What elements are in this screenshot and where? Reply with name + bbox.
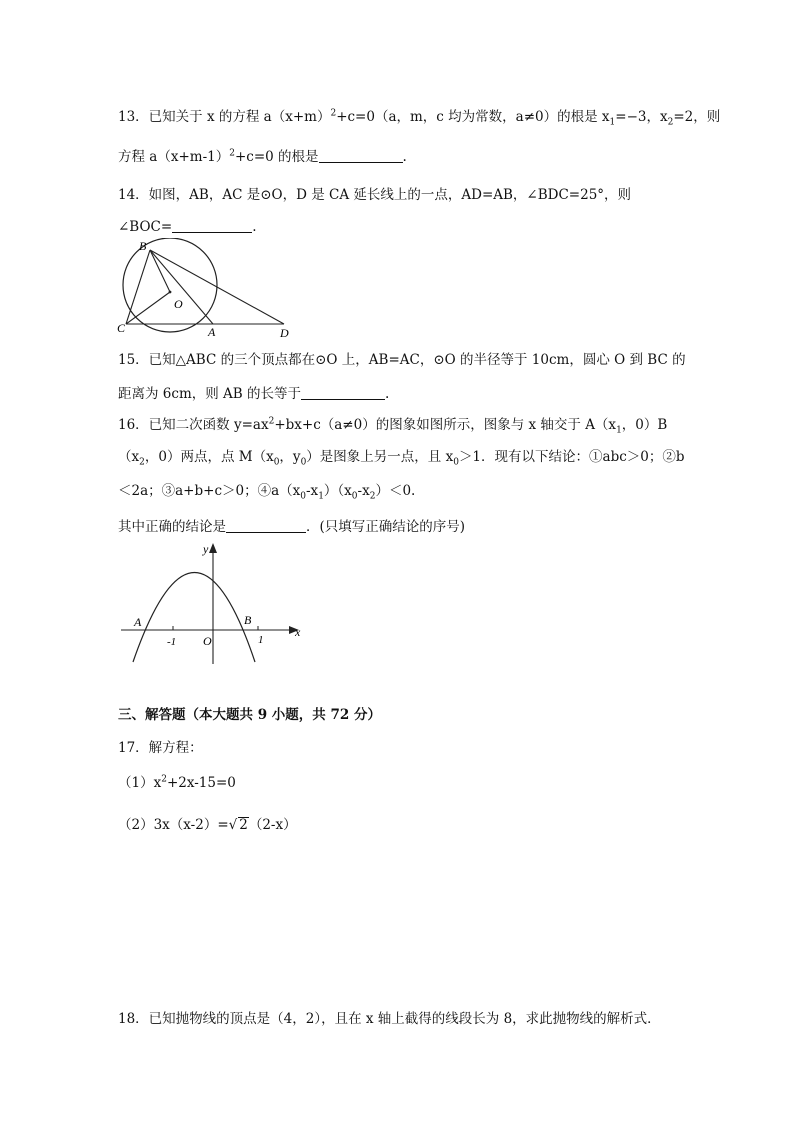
label-c: C: [117, 321, 126, 335]
circle-o: [123, 238, 217, 332]
q13-line-1: 13．已知关于 x 的方程 $a(x+m)^2+c=0(a$，m，c 均为常数，a≠0）的根是 $x_1=-3$，$x_2=2$，则: [118, 108, 721, 128]
y-axis-arrow: [209, 543, 217, 553]
q14-line-1: 14．如图，AB，AC 是⊙O，D 是 CA 延长线上的一点，AD=AB，∠BDC=25°，则: [118, 187, 632, 203]
section-title: 三、解答题（本大题共 9 小题，共 72 分）: [118, 707, 381, 723]
label-o: O: [174, 297, 183, 311]
segment-bo: [150, 250, 170, 292]
parabola-curve: [133, 573, 255, 663]
answer-blank-13[interactable]: [319, 148, 403, 163]
label-o: O: [203, 634, 212, 648]
q18-text: 18．已知抛物线的顶点是（4，2），且在 x 轴上截得的线段长为 8，求此抛物线的解析式．: [118, 1011, 661, 1027]
q14-circle-figure: [112, 238, 298, 338]
center-dot: [169, 291, 172, 294]
label-x: x: [295, 625, 301, 639]
q16-line-3: ＜2a；③a+b+c＞0；$④a(x_0-x_1)(x_0-x_2)<0$.: [118, 483, 416, 502]
label-b: B: [244, 613, 252, 627]
q17-title: 17．解方程：: [118, 740, 203, 756]
q17-part-2: （2）3x（x-2）=√ 2（2-x）: [118, 817, 297, 833]
answer-blank-16[interactable]: [226, 518, 306, 533]
q16-parabola-figure: [117, 538, 307, 668]
q16-line-4: 其中正确的结论是 ．(只填写正确结论的序号): [118, 519, 466, 535]
label-neg1: -1: [167, 636, 177, 648]
q16-line-2: （$x_2$，0）两点，点 $M(x_0$，$y_0$）是图象上另一点，且 $x_0>1$．现有以下结论：①abc＞0；②b: [118, 449, 685, 468]
sqrt-radicand: 2: [239, 817, 248, 833]
label-b: B: [139, 239, 147, 253]
q16-line-1: 16．已知二次函数 $y=ax^2+bx+c(a\ne 0)$的图象如图所示，图象与 x 轴交于 $A(x_1$，0）B: [118, 416, 668, 436]
label-y: y: [203, 542, 209, 556]
label-d: D: [280, 326, 289, 338]
label-1: 1: [258, 634, 264, 646]
answer-blank-15[interactable]: [301, 385, 385, 400]
q17-part-1: $(1)x^2+2x-15=0$: [118, 774, 236, 791]
segment-ba: [150, 250, 213, 324]
segment-oc: [126, 292, 170, 324]
q13-line-2: 方程 $a(x+m-1)^2+c=0$ 的根是 .: [118, 148, 407, 165]
label-a: A: [134, 615, 142, 629]
q14-line-2: ∠BOC= .: [118, 219, 257, 235]
q15-line-2: 距离为 6cm，则 AB 的长等于 .: [118, 386, 390, 402]
answer-blank-14[interactable]: [172, 218, 252, 233]
q15-line-1: 15．已知△ABC 的三个顶点都在⊙O 上，AB=AC，⊙O 的半径等于 10cm，圆心 O 到 BC 的: [118, 352, 686, 368]
label-a: A: [208, 325, 216, 338]
sqrt-sign: √: [228, 817, 238, 833]
segment-bd: [150, 250, 284, 324]
